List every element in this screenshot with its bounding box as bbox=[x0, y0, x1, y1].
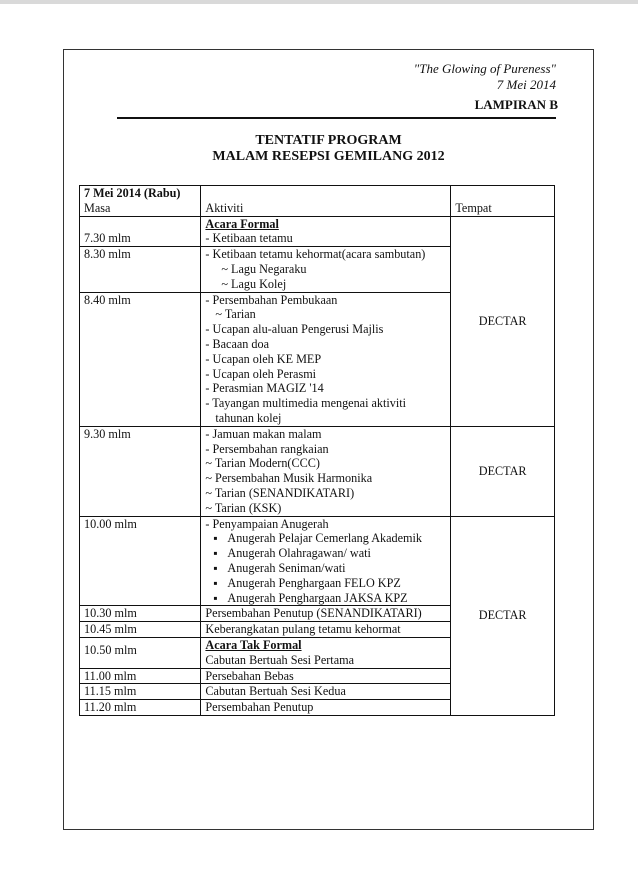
activity-subline: ~ Lagu Kolej bbox=[221, 276, 287, 291]
time-value: 8.30 mlm bbox=[84, 247, 131, 262]
time-value: 10.45 mlm bbox=[84, 622, 137, 637]
activity-line: Persebahan Bebas bbox=[205, 668, 294, 683]
award-item: ▪ Anugerah Penghargaan FELO KPZ bbox=[205, 576, 446, 591]
award-item: ▪ Anugerah Penghargaan JAKSA KPZ bbox=[205, 591, 446, 606]
activity-line: - Ucapan oleh Perasmi bbox=[205, 366, 317, 381]
formal-heading: Acara Formal bbox=[205, 216, 279, 231]
activity-line: Cabutan Bertuah Sesi Pertama bbox=[205, 652, 354, 667]
place-value: DECTAR bbox=[478, 608, 527, 623]
activity-line: ~ Persembahan Musik Harmonika bbox=[205, 471, 373, 486]
activity-line: ~ Tarian (SENANDIKATARI) bbox=[205, 485, 355, 500]
time-value: 10.50 mlm bbox=[84, 642, 137, 657]
place-value: DECTAR bbox=[478, 313, 527, 328]
table-row bbox=[80, 216, 555, 247]
time-cell bbox=[80, 426, 201, 516]
table-row bbox=[80, 426, 555, 516]
motto-date: 7 Mei 2014 bbox=[496, 77, 556, 92]
time-cell bbox=[80, 216, 201, 247]
place-value: DECTAR bbox=[478, 463, 527, 478]
time-value: 11.20 mlm bbox=[84, 700, 137, 715]
header-rule bbox=[117, 117, 556, 119]
document-title: TENTATIF PROGRAM bbox=[255, 133, 402, 148]
program-table bbox=[79, 185, 555, 716]
time-cell bbox=[80, 700, 201, 716]
activity-cell bbox=[201, 292, 451, 426]
time-cell bbox=[80, 622, 201, 638]
activity-cell bbox=[201, 516, 451, 606]
activity-cell bbox=[201, 637, 451, 668]
time-cell bbox=[80, 637, 201, 668]
activity-cell bbox=[201, 247, 451, 292]
time-value: 9.30 mlm bbox=[84, 426, 131, 441]
time-cell bbox=[80, 684, 201, 700]
activity-line: Persembahan Penutup bbox=[205, 700, 314, 715]
time-value: 11.00 mlm bbox=[84, 668, 137, 683]
activity-line: ~ Tarian (KSK) bbox=[205, 500, 282, 515]
place-cell bbox=[451, 516, 555, 715]
col-place-label: Tempat bbox=[455, 200, 492, 215]
time-value: 10.30 mlm bbox=[84, 606, 137, 621]
lampiran-label: LAMPIRAN B bbox=[474, 97, 558, 112]
activity-line: Persembahan Penutup (SENANDIKATARI) bbox=[205, 606, 422, 621]
time-cell bbox=[80, 247, 201, 292]
activity-cell bbox=[201, 216, 451, 247]
activity-line: - Tayangan multimedia mengenai aktiviti bbox=[205, 396, 407, 411]
time-value: 7.30 mlm bbox=[84, 231, 131, 246]
activity-line: - Ketibaan tetamu kehormat(acara sambutan) bbox=[205, 247, 426, 262]
header-activity-cell bbox=[201, 186, 451, 217]
activity-cell bbox=[201, 622, 451, 638]
time-cell bbox=[80, 668, 201, 684]
header-time-cell bbox=[80, 186, 201, 217]
activity-cell bbox=[201, 426, 451, 516]
place-cell bbox=[451, 216, 555, 426]
col-activity-label: Aktiviti bbox=[205, 200, 244, 215]
table-row bbox=[80, 516, 555, 606]
place-cell bbox=[451, 426, 555, 516]
activity-cell bbox=[201, 606, 451, 622]
award-item: ▪ Anugerah Olahragawan/ wati bbox=[205, 546, 446, 561]
activity-cell bbox=[201, 668, 451, 684]
activity-line: - Penyampaian Anugerah bbox=[205, 516, 329, 531]
activity-line: - Persembahan rangkaian bbox=[205, 441, 329, 456]
informal-heading: Acara Tak Formal bbox=[205, 637, 302, 652]
motto-text: "The Glowing of Pureness" bbox=[413, 61, 556, 76]
activity-cell bbox=[201, 700, 451, 716]
activity-line: - Ucapan alu-aluan Pengerusi Majlis bbox=[205, 322, 384, 337]
activity-subline: ~ Tarian bbox=[215, 307, 256, 322]
table-header-row bbox=[80, 186, 555, 217]
activity-subline: ~ Lagu Negaraku bbox=[221, 261, 307, 276]
activity-line: - Perasmian MAGIZ '14 bbox=[205, 381, 324, 396]
activity-line: - Bacaan doa bbox=[205, 336, 270, 351]
activity-line: Keberangkatan pulang tetamu kehormat bbox=[205, 622, 401, 637]
activity-line: Cabutan Bertuah Sesi Kedua bbox=[205, 684, 346, 699]
activity-line: - Jamuan makan malam bbox=[205, 426, 322, 441]
activity-line: - Persembahan Pembukaan bbox=[205, 292, 338, 307]
document-subtitle: MALAM RESEPSI GEMILANG 2012 bbox=[212, 149, 445, 164]
time-cell bbox=[80, 606, 201, 622]
motto bbox=[414, 61, 556, 93]
activity-subline: tahunan kolej bbox=[215, 410, 282, 425]
activity-line: - Ketibaan tetamu bbox=[205, 231, 293, 246]
time-cell bbox=[80, 292, 201, 426]
activity-line: ~ Tarian Modern(CCC) bbox=[205, 456, 320, 471]
activity-line: - Ucapan oleh KE MEP bbox=[205, 351, 322, 366]
time-cell bbox=[80, 516, 201, 606]
activity-cell bbox=[201, 684, 451, 700]
scan-edge bbox=[0, 0, 638, 4]
col-time-label: Masa bbox=[84, 200, 111, 215]
award-item: ▪ Anugerah Seniman/wati bbox=[205, 561, 446, 576]
award-item: ▪ Anugerah Pelajar Cemerlang Akademik bbox=[205, 531, 446, 546]
time-value: 8.40 mlm bbox=[84, 292, 131, 307]
program-date: 7 Mei 2014 (Rabu) bbox=[84, 186, 181, 200]
time-value: 11.15 mlm bbox=[84, 684, 137, 699]
header-place-cell bbox=[451, 186, 555, 217]
time-value: 10.00 mlm bbox=[84, 516, 137, 531]
